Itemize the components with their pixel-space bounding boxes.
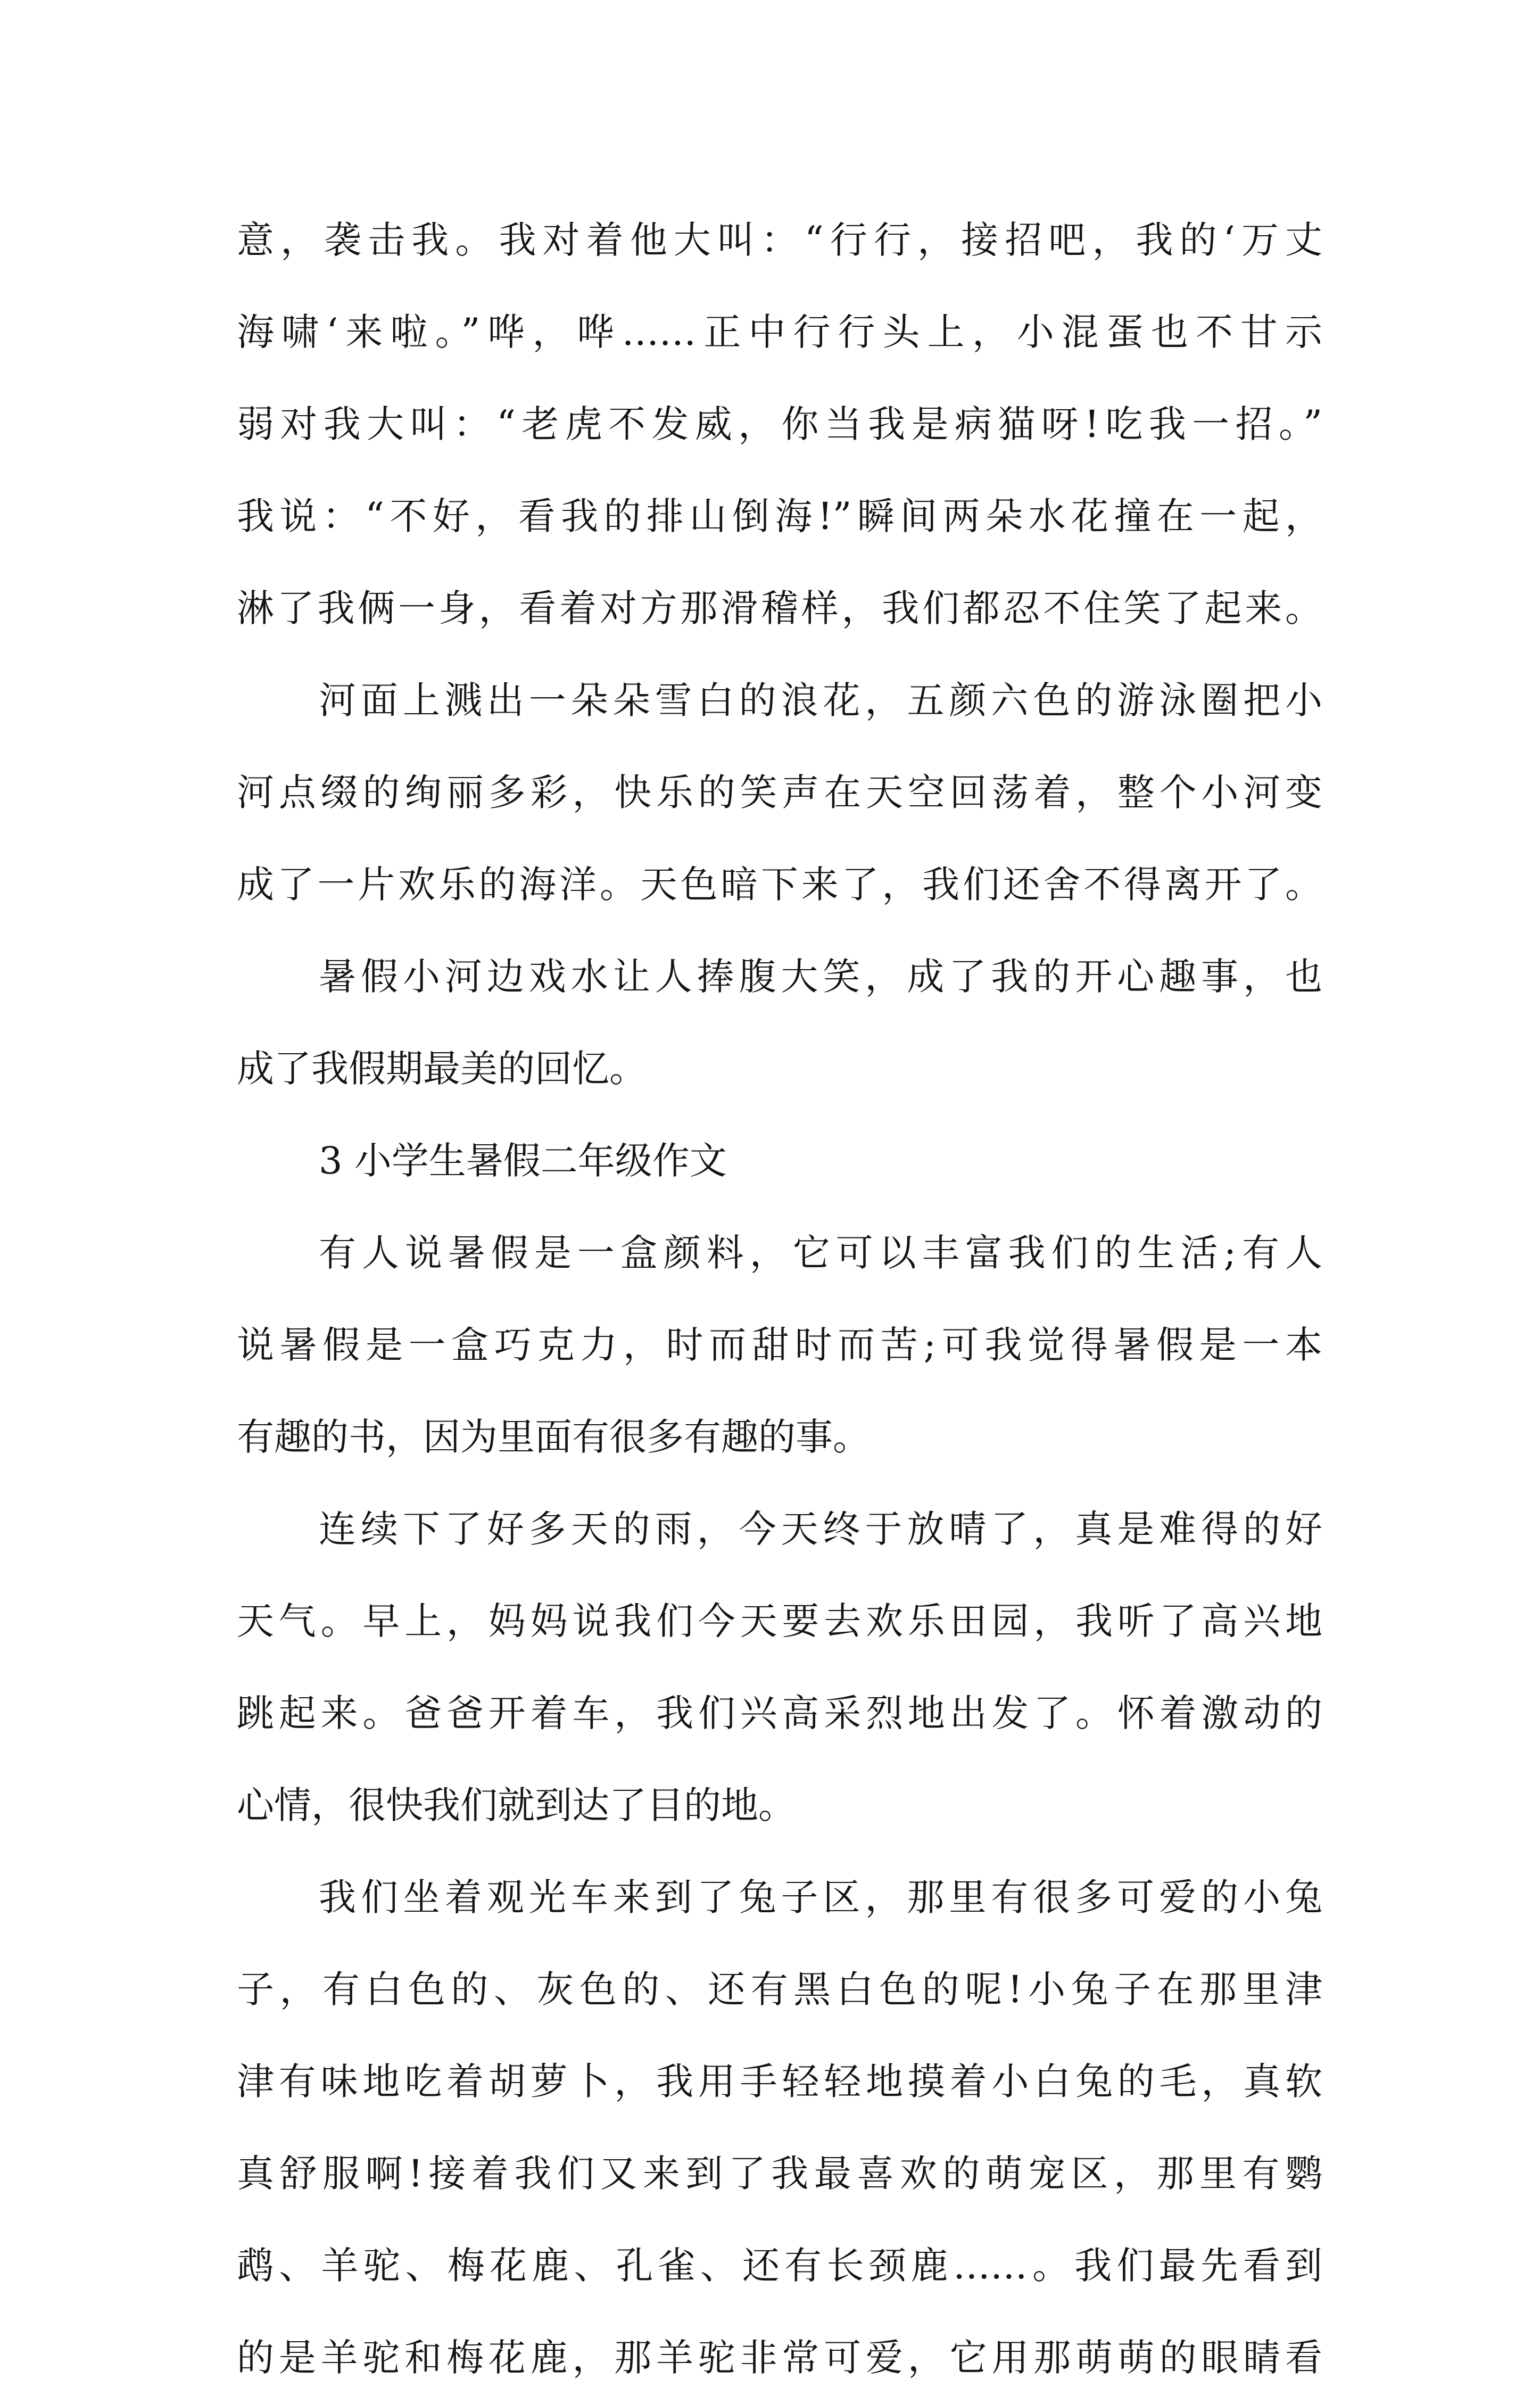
text-line: 有人说暑假是一盒颜料，它可以丰富我们的生活;有人 [319, 1231, 1322, 1275]
text-line: 说暑假是一盒巧克力，时而甜时而苦;可我觉得暑假是一本 [237, 1323, 1322, 1367]
text-line: 淋了我俩一身，看着对方那滑稽样，我们都忍不住笑了起来。 [237, 586, 1322, 630]
text-line: 有趣的书，因为里面有很多有趣的事。 [237, 1415, 870, 1459]
text-line: 真舒服啊!接着我们又来到了我最喜欢的萌宠区，那里有鹦 [237, 2152, 1322, 2195]
text-line: 鹉、羊驼、梅花鹿、孔雀、还有长颈鹿……。我们最先看到 [237, 2244, 1322, 2287]
text-line: 3 小学生暑假二年级作文 [319, 1139, 727, 1183]
text-line: 跳起来。爸爸开着车，我们兴高采烈地出发了。怀着激动的 [237, 1691, 1322, 1735]
text-line: 子，有白色的、灰色的、还有黑白色的呢!小兔子在那里津 [237, 1968, 1322, 2011]
text-line: 连续下了好多天的雨，今天终于放晴了，真是难得的好 [319, 1507, 1322, 1551]
text-line: 意，袭击我。我对着他大叫：“行行，接招吧，我的‘万丈 [237, 218, 1322, 262]
text-line: 海啸‘来啦。”哗，哗……正中行行头上，小混蛋也不甘示 [237, 310, 1322, 354]
text-line: 弱对我大叫：“老虎不发威，你当我是病猫呀!吃我一招。” [237, 402, 1322, 446]
text-line: 心情，很快我们就到达了目的地。 [237, 1783, 796, 1827]
text-line: 的是羊驼和梅花鹿，那羊驼非常可爱，它用那萌萌的眼睛看 [237, 2336, 1322, 2380]
text-line: 河面上溅出一朵朵雪白的浪花，五颜六色的游泳圈把小 [319, 679, 1322, 722]
text-line: 暑假小河边戏水让人捧腹大笑，成了我的开心趣事，也 [319, 955, 1322, 998]
text-line: 河点缀的绚丽多彩，快乐的笑声在天空回荡着，整个小河变 [237, 771, 1322, 814]
document-page [237, 194, 1322, 2404]
text-line: 成了我假期最美的回忆。 [237, 1047, 647, 1091]
text-line: 津有味地吃着胡萝卜，我用手轻轻地摸着小白兔的毛，真软 [237, 2060, 1322, 2103]
text-line: 我说：“不好，看我的排山倒海!”瞬间两朵水花撞在一起， [237, 494, 1322, 538]
text-line: 成了一片欢乐的海洋。天色暗下来了，我们还舍不得离开了。 [237, 863, 1322, 906]
text-line: 我们坐着观光车来到了兔子区，那里有很多可爱的小兔 [319, 1876, 1322, 1919]
text-line: 天气。早上，妈妈说我们今天要去欢乐田园，我听了高兴地 [237, 1599, 1322, 1643]
